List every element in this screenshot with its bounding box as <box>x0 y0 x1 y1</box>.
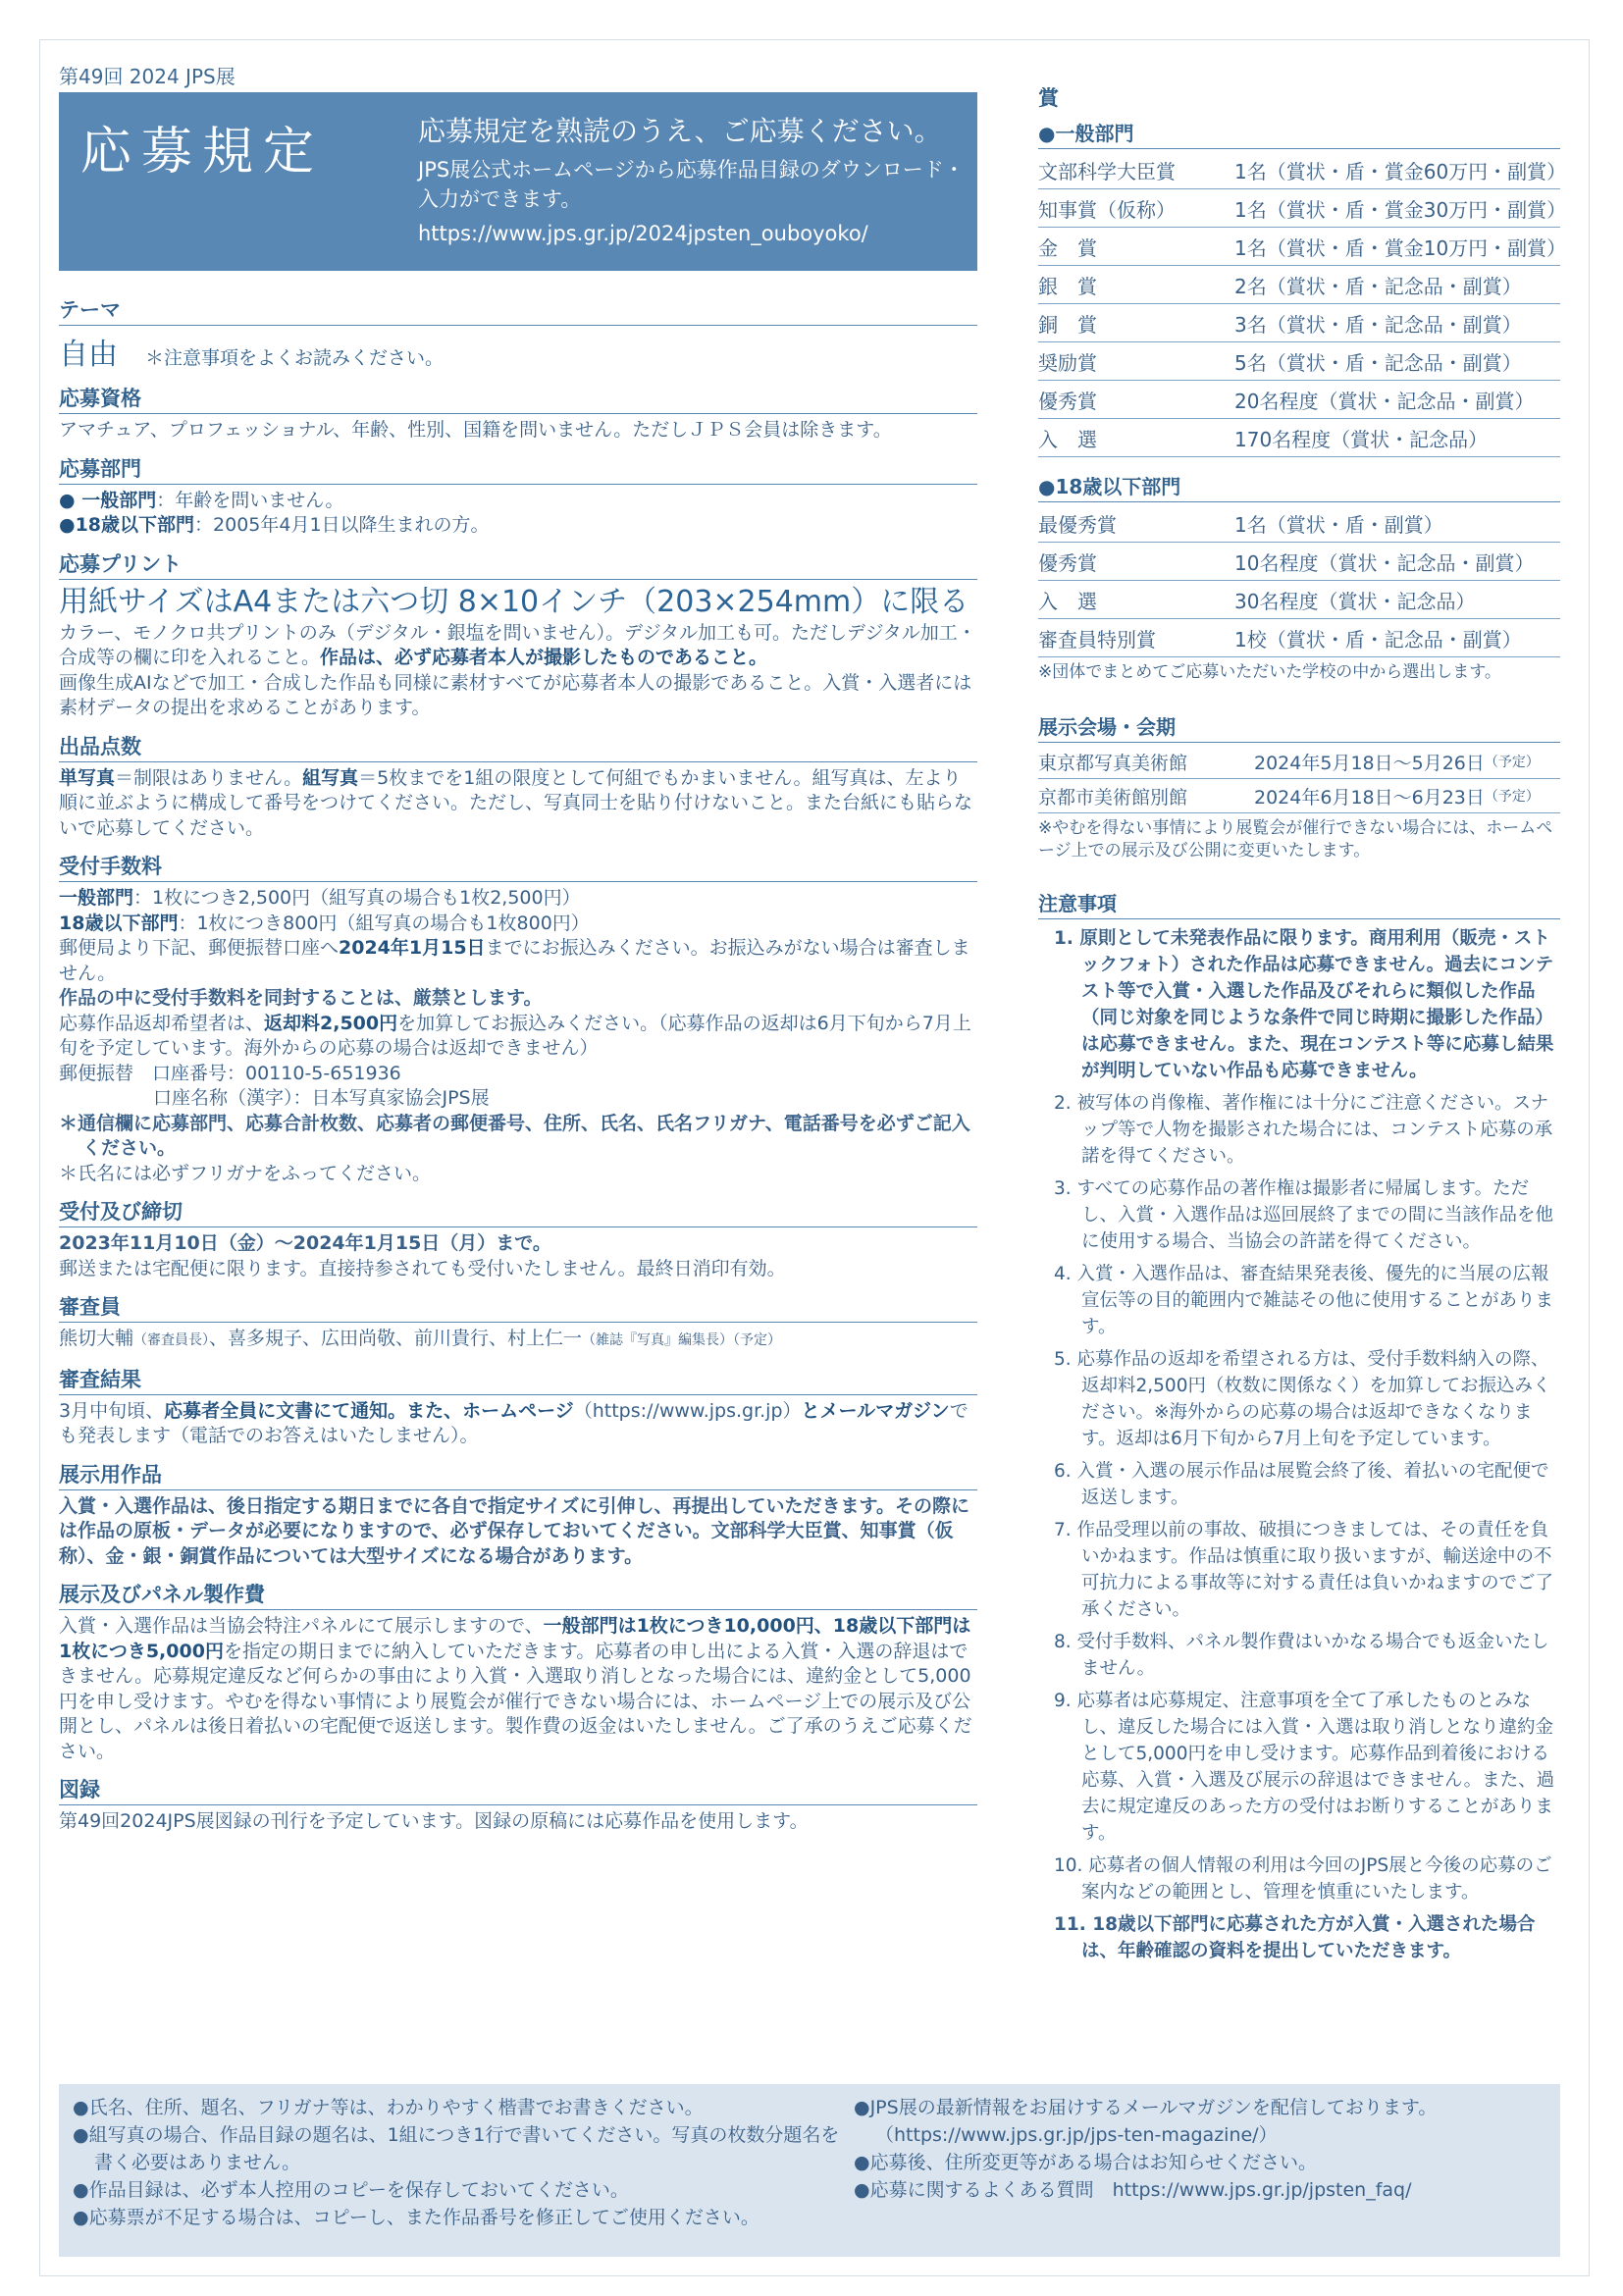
section-panel <box>59 1579 977 1764</box>
footer-note: ●作品目録は、必ず本人控用のコピーを保存しておいてください。 <box>73 2179 629 2201</box>
fee-general: 一般部門：1枚につき2,500円（組写真の場合も1枚2,500円） <box>59 887 581 909</box>
section-catalog <box>59 1774 977 1835</box>
header-lead: 応募規定を熟読のうえ、ご応募ください。 <box>418 115 942 147</box>
theme-value: 自由 <box>59 338 118 372</box>
fee-no-enclose: 作品の中に受付手数料を同封することは、厳禁とします。 <box>59 987 543 1009</box>
awards-youth-note: ※団体でまとめてご応募いただいた学校の中から選出します。 <box>1038 662 1501 682</box>
results-text: 3月中旬頃、応募者全員に文書にて通知。また、ホームページ（https://www.jps.gr.jp）とメールマガジンでも発表します（電話でのお答えはいたしません）。 <box>59 1399 969 1446</box>
award-row: 優秀賞 10名程度（賞状・記念品・副賞） <box>1038 543 1560 581</box>
footer-note: ●応募に関するよくある質問 https://www.jps.gr.jp/jpsten_faq/ <box>854 2179 1412 2201</box>
count-heading: 出品点数 <box>59 731 977 762</box>
note-item: 2. 被写体の肖像権、著作権には十分にご注意ください。スナップ等で人物を撮影された場合には、コンテスト応募の承諾を得てください。 <box>1054 1093 1553 1167</box>
footer-right <box>854 2094 1541 2204</box>
awards-general-list <box>1038 151 1567 457</box>
results-heading: 審査結果 <box>59 1364 977 1395</box>
section-exhibit-works <box>59 1459 977 1570</box>
catalog-heading: 図録 <box>59 1774 977 1805</box>
note-item: 3. すべての応募作品の著作権は撮影者に帰属します。ただし、入賞・入選作品は巡回展終了までの間に当該作品を他に使用する場合、当協会の許諾を得てください。 <box>1054 1178 1554 1252</box>
judges-names: 熊切大輔（審査員長）、喜多規子、広田尚敬、前川貴行、村上仁一（雑誌『写真』編集長）（予定） <box>59 1328 782 1349</box>
page-title: 応募規定 <box>80 123 325 182</box>
note-item: 1. 原則として未発表作品に限ります。商用利用（販売・ストックフォト）された作品は応募できません。過去にコンテスト等で入賞・入選した作品及びそれらに類似した作品（同じ対象を同じような条件で同じ時期に撮影した作品）は応募できません。また、現在コンテスト等に応募し結果が判明していない作品も応募できません。 <box>1054 928 1554 1081</box>
panel-text: 入賞・入選作品は当協会特注パネルにて展示しますので、一般部門は1枚につき10,000円、18歳以下部門は1枚につき5,000円を指定の期日までに納入していただきます。応募者の申し出による入賞・入選の辞退はできません。応募規定違反など何らかの事由により入賞・入選取り消しとなった場合には、違約金として5,000円を申し受けます。やむを得ない事情により展覧会が催行できない場合には、ホームページ上での展示及び公開とし、パネルは後日着払いの宅配便で返送します。製作費の返金はいたしません。ご了承のうえご応募ください。 <box>59 1615 972 1762</box>
note-item: 5. 応募作品の返却を希望される方は、受付手数料納入の際、返却料2,500円（枚数に関係なく）を加算してお振込みください。※海外からの応募の場合は返却できなくなります。返却は6月下旬から7月上旬を予定しています。 <box>1054 1349 1551 1449</box>
notes-heading: 注意事項 <box>1038 888 1560 919</box>
footer-note: ●応募後、住所変更等がある場合はお知らせください。 <box>854 2152 1318 2173</box>
header-url-link[interactable]: https://www.jps.gr.jp/2024jpsten_ouboyoko/ <box>418 222 868 245</box>
fee-transfer: 郵便局より下記、郵便振替口座へ2024年1月15日までにお振込みください。お振込みがない場合は審査しません。 <box>59 937 970 984</box>
section-eligibility <box>59 383 977 444</box>
award-row: 文部科学大臣賞 1名（賞状・盾・賞金60万円・副賞） <box>1038 151 1560 189</box>
award-row: 審査員特別賞 1校（賞状・盾・記念品・副賞） <box>1038 619 1560 657</box>
footer-note: ●応募票が不足する場合は、コピーし、また作品番号を修正してご使用ください。 <box>73 2207 759 2228</box>
panel-heading: 展示及びパネル製作費 <box>59 1579 977 1610</box>
section-count <box>59 731 977 842</box>
division-general: ● 一般部門：年齢を問いません。 <box>59 489 344 511</box>
venues-heading: 展示会場・会期 <box>1038 711 1560 743</box>
fee-return: 応募作品返却希望者は、返却料2,500円を加算してお振込みください。（応募作品の返却は6月下旬から7月上旬を予定しています。海外からの応募の場合は返却できません） <box>59 1012 971 1059</box>
fee-remark-1: ＊通信欄に応募部門、応募合計枚数、応募者の郵便番号、住所、氏名、氏名フリガナ、電話番号を必ずご記入ください。 <box>59 1112 970 1159</box>
section-deadline <box>59 1196 977 1281</box>
footer-notes <box>59 2084 1560 2257</box>
note-item: 10. 応募者の個人情報の利用は今回のJPS展と今後の応募のご案内などの範囲とし、管理を慎重にいたします。 <box>1054 1855 1552 1903</box>
note-item: 8. 受付手数料、パネル製作費はいかなる場合でも返金いたしません。 <box>1054 1632 1549 1679</box>
awards-youth-heading: ●18歳以下部門 <box>1038 471 1560 502</box>
section-judges <box>59 1291 977 1354</box>
award-row: 優秀賞 20名程度（賞状・記念品・副賞） <box>1038 381 1560 419</box>
fee-account-name: 口座名称（漢字）：日本写真家協会JPS展 <box>153 1087 490 1109</box>
fee-remark-2: ＊氏名には必ずフリガナをふってください。 <box>59 1162 432 1184</box>
exhibit-works-heading: 展示用作品 <box>59 1459 977 1490</box>
divisions-heading: 応募部門 <box>59 453 977 485</box>
eligibility-text: アマチュア、プロフェッショナル、年齢、性別、国籍を問いません。ただしＪＰＳ会員は除きます。 <box>59 419 892 441</box>
fee-youth: 18歳以下部門：1枚につき800円（組写真の場合も1枚800円） <box>59 912 590 934</box>
note-item: 9. 応募者は応募規定、注意事項を全て了承したものとみなし、違反した場合には入賞・入選は取り消しとなり違約金として5,000円を申し受けます。応募作品到着後における応募、入賞・入選及び展示の辞退はできません。また、過去に規定違反のあった方の受付はお断りすることがあります。 <box>1054 1691 1555 1844</box>
fee-account-number: 郵便振替 口座番号：00110-5-651936 <box>59 1062 401 1084</box>
footer-note: ●組写真の場合、作品目録の題名は、1組につき1行で書いてください。写真の枚数分題名を書く必要はありません。 <box>73 2124 840 2173</box>
footer-note: ●氏名、住所、題名、フリガナ等は、わかりやすく楷書でお書きください。 <box>73 2097 704 2118</box>
prints-heading: 応募プリント <box>59 548 977 580</box>
prints-headline: 用紙サイズはA4または六つ切 8×10インチ（203×254mm）に限る <box>59 584 969 619</box>
venue-row: 京都市美術館別館 2024年6月18日〜6月23日 （予定） <box>1038 779 1560 813</box>
award-row: 銅 賞 3名（賞状・盾・記念品・副賞） <box>1038 304 1560 342</box>
right-column <box>1038 82 1567 1970</box>
left-column <box>59 294 977 1845</box>
award-row: 入 選 30名程度（賞状・記念品） <box>1038 581 1560 619</box>
division-youth: ●18歳以下部門：2005年4月1日以降生まれの方。 <box>59 514 490 536</box>
deadline-text: 郵送または宅配便に限ります。直接持参されても受付いたしません。最終日消印有効。 <box>59 1257 786 1279</box>
eligibility-heading: 応募資格 <box>59 383 977 414</box>
section-theme <box>59 294 977 373</box>
awards-youth-list <box>1038 504 1560 657</box>
count-text: 単写真＝制限はありません。組写真＝5枚までを1組の限度として何組でもかまいません。組写真は、左より順に並ぶように構成して番号をつけてください。ただし、写真同士を貼り付けないこと。また台紙にも貼らないで応募してください。 <box>59 766 973 839</box>
header-banner <box>59 92 977 271</box>
section-prints <box>59 548 977 721</box>
exhibit-works-text: 入賞・入選作品は、後日指定する期日までに各自で指定サイズに引伸し、再提出していただきます。その際には作品の原板・データが必要になりますので、必ず保存しておいてください。文部科学大臣賞、知事賞（仮称）、金・銀・銅賞作品については大型サイズになる場合があります。 <box>59 1494 969 1567</box>
award-row: 銀 賞 2名（賞状・盾・記念品・副賞） <box>1038 266 1560 304</box>
award-row: 最優秀賞 1名（賞状・盾・副賞） <box>1038 504 1560 543</box>
venues-note: ※やむを得ない事情により展覧会が催行できない場合には、ホームページ上での展示及び公開に変更いたします。 <box>1038 818 1553 861</box>
note-item: 7. 作品受理以前の事故、破損につきましては、その責任を負いかねます。作品は慎重に取り扱いますが、輸送途中の不可抗力による事故等に対する責任は負いかねますのでご了承ください。 <box>1054 1520 1554 1620</box>
theme-heading: テーマ <box>59 294 977 326</box>
fee-heading: 受付手数料 <box>59 851 977 882</box>
footer-left <box>73 2094 848 2231</box>
deadline-dates: 2023年11月10日（金）〜2024年1月15日（月）まで。 <box>59 1232 551 1254</box>
award-row: 入 選 170名程度（賞状・記念品） <box>1038 419 1560 457</box>
header-body: JPS展公式ホームページから応募作品目録のダウンロード・入力ができます。 <box>418 158 965 211</box>
awards-heading: 賞 <box>1038 86 1059 110</box>
note-item: 11. 18歳以下部門に応募された方が入賞・入選された場合は、年齢確認の資料を提出していただきます。 <box>1054 1914 1536 1961</box>
judges-heading: 審査員 <box>59 1291 977 1323</box>
awards-general-heading: ●一般部門 <box>1038 118 1560 149</box>
notes-list <box>1038 925 1560 1964</box>
award-row: 知事賞（仮称） 1名（賞状・盾・賞金30万円・副賞） <box>1038 189 1560 228</box>
award-row: 金 賞 1名（賞状・盾・賞金10万円・副賞） <box>1038 228 1560 266</box>
footer-note: ●JPS展の最新情報をお届けするメールマガジンを配信しております。（https://www.jps.gr.jp/jps-ten-magazine/） <box>854 2097 1438 2146</box>
venue-row: 東京都写真美術館 2024年5月18日〜5月26日 （予定） <box>1038 745 1560 779</box>
section-fee <box>59 851 977 1186</box>
section-divisions <box>59 453 977 539</box>
award-row: 奨励賞 5名（賞状・盾・記念品・副賞） <box>1038 342 1560 381</box>
catalog-text: 第49回2024JPS展図録の刊行を予定しています。図録の原稿には応募作品を使用します。 <box>59 1810 809 1832</box>
note-item: 6. 入賞・入選の展示作品は展覧会終了後、着払いの宅配便で返送します。 <box>1054 1461 1549 1508</box>
prints-text-2: 画像生成AIなどで加工・合成した作品も同様に素材すべてが応募者本人の撮影であること。入賞・入選者には素材データの提出を求めることがあります。 <box>59 671 972 718</box>
edition-label: 第49回 2024 JPS展 <box>59 65 236 88</box>
deadline-heading: 受付及び締切 <box>59 1196 977 1227</box>
prints-text-1: カラー、モノクロ共プリントのみ（デジタル・銀塩を問いません）。デジタル加工も可。ただしデジタル加工・合成等の欄に印を入れること。作品は、必ず応募者本人が撮影したものであること。 <box>59 621 976 668</box>
note-item: 4. 入賞・入選作品は、審査結果発表後、優先的に当展の広報宣伝等の目的範囲内で雑誌その他に使用することがあります。 <box>1054 1264 1554 1337</box>
section-results <box>59 1364 977 1449</box>
theme-note: ＊注意事項をよくお読みください。 <box>145 347 445 369</box>
